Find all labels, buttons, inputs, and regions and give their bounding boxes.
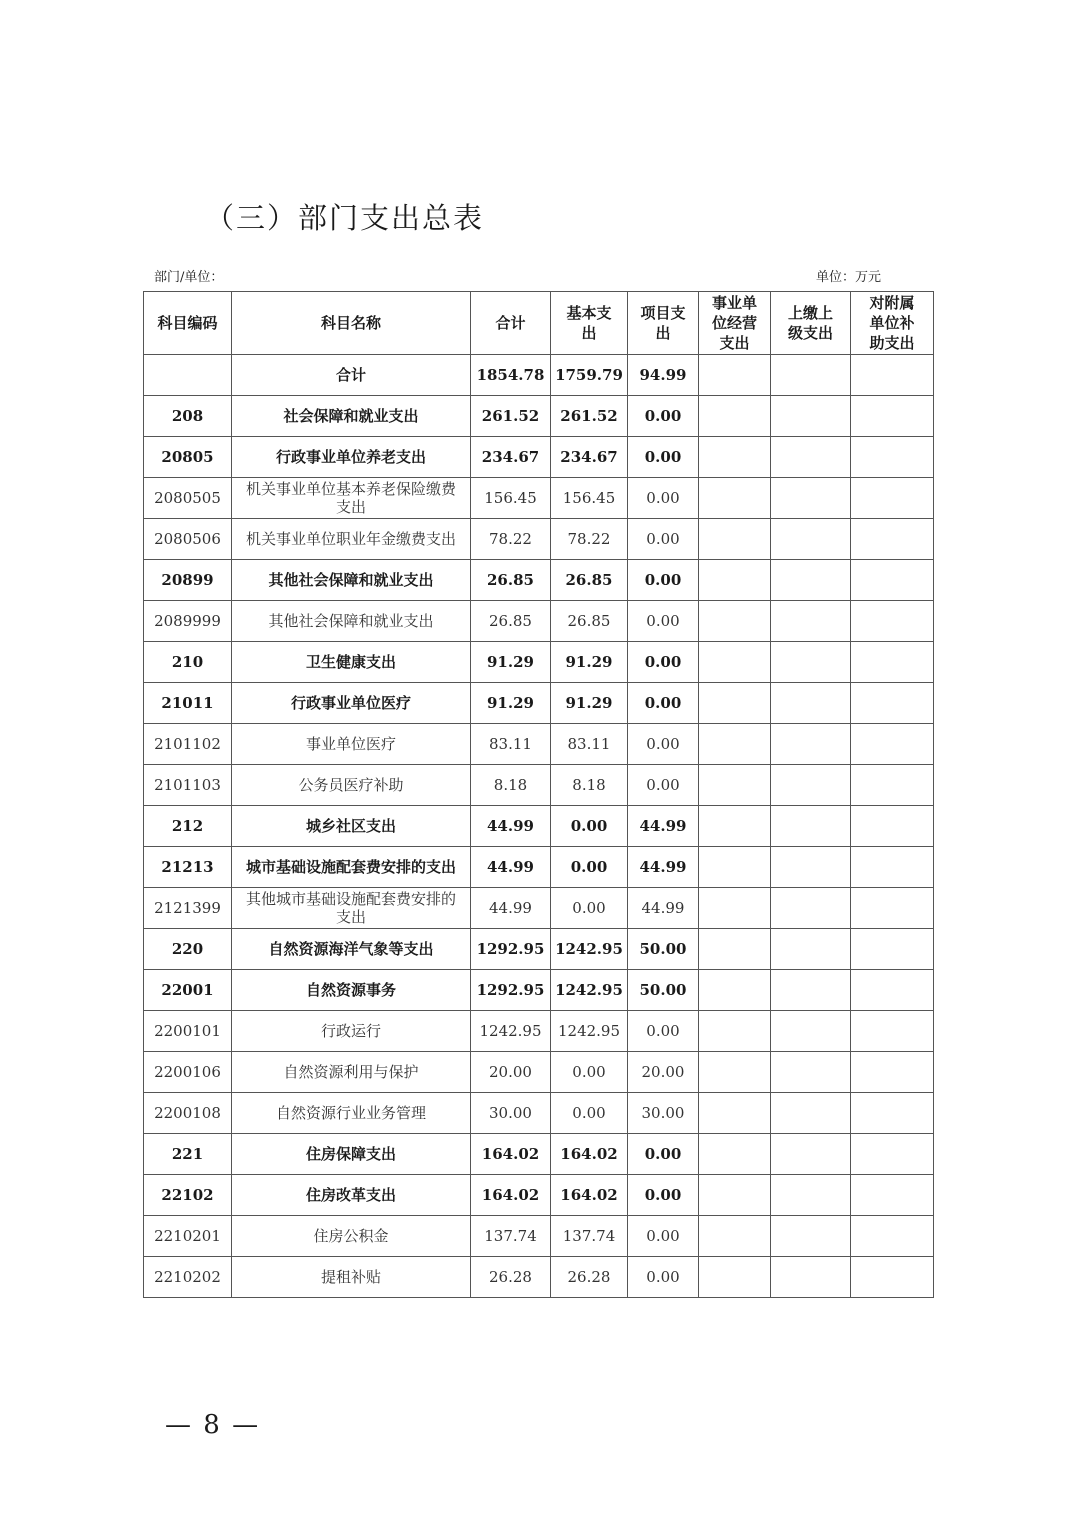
cell-basic: 156.45 [551,478,628,519]
cell-remit [771,396,851,437]
cell-basic: 26.85 [551,601,628,642]
cell-basic: 1242.95 [551,970,628,1011]
cell-project: 20.00 [628,1052,699,1093]
cell-code: 2101102 [144,724,232,765]
cell-basic: 26.85 [551,560,628,601]
cell-subsidy [851,1093,934,1134]
table-row [144,642,934,683]
cell-name: 其他社会保障和就业支出 [232,601,471,642]
cell-business [699,929,771,970]
cell-name: 行政事业单位养老支出 [232,437,471,478]
cell-name: 其他社会保障和就业支出 [232,560,471,601]
cell-subsidy [851,1175,934,1216]
cell-subsidy [851,1257,934,1298]
cell-business [699,519,771,560]
cell-total: 137.74 [471,1216,551,1257]
table-row [144,1216,934,1257]
cell-remit [771,1134,851,1175]
cell-code: 2089999 [144,601,232,642]
cell-business [699,1257,771,1298]
cell-code: 2121399 [144,888,232,929]
cell-remit [771,765,851,806]
cell-subsidy [851,724,934,765]
cell-project: 0.00 [628,1134,699,1175]
table-row [144,1093,934,1134]
cell-basic: 26.28 [551,1257,628,1298]
cell-code: 21011 [144,683,232,724]
cell-total: 20.00 [471,1052,551,1093]
cell-basic: 0.00 [551,888,628,929]
page-title: （三）部门支出总表 [205,201,485,235]
cell-basic: 164.02 [551,1134,628,1175]
cell-remit [771,929,851,970]
cell-total: 156.45 [471,478,551,519]
cell-name: 事业单位医疗 [232,724,471,765]
cell-business [699,1134,771,1175]
department-label: 部门/单位： [154,270,224,285]
cell-total: 1854.78 [471,355,551,396]
cell-business [699,601,771,642]
table-row [144,806,934,847]
cell-total: 91.29 [471,683,551,724]
cell-total: 1292.95 [471,929,551,970]
cell-code: 2101103 [144,765,232,806]
cell-name: 社会保障和就业支出 [232,396,471,437]
cell-remit [771,1257,851,1298]
cell-project: 0.00 [628,765,699,806]
cell-basic: 91.29 [551,642,628,683]
cell-subsidy [851,355,934,396]
table-row [144,519,934,560]
cell-subsidy [851,1011,934,1052]
cell-business [699,642,771,683]
cell-business [699,1011,771,1052]
cell-project: 44.99 [628,847,699,888]
cell-remit [771,724,851,765]
cell-total: 8.18 [471,765,551,806]
cell-remit [771,847,851,888]
cell-basic: 1242.95 [551,929,628,970]
cell-total: 26.85 [471,601,551,642]
cell-total: 1292.95 [471,970,551,1011]
cell-total: 83.11 [471,724,551,765]
cell-code: 20805 [144,437,232,478]
cell-code: 2200108 [144,1093,232,1134]
cell-business [699,437,771,478]
cell-basic: 83.11 [551,724,628,765]
cell-basic: 91.29 [551,683,628,724]
cell-subsidy [851,560,934,601]
header-business: 事业单位经营支出 [699,292,771,355]
cell-name: 其他城市基础设施配套费安排的支出 [232,888,471,929]
cell-remit [771,683,851,724]
cell-total: 1242.95 [471,1011,551,1052]
table-row [144,560,934,601]
cell-name: 提租补贴 [232,1257,471,1298]
cell-project: 44.99 [628,806,699,847]
header-subsidy: 对附属单位补助支出 [851,292,934,355]
cell-name: 合计 [232,355,471,396]
cell-total: 44.99 [471,847,551,888]
cell-project: 0.00 [628,601,699,642]
cell-total: 44.99 [471,806,551,847]
cell-business [699,1052,771,1093]
cell-project: 30.00 [628,1093,699,1134]
cell-remit [771,1216,851,1257]
cell-name: 城市基础设施配套费安排的支出 [232,847,471,888]
cell-total: 78.22 [471,519,551,560]
cell-business [699,1216,771,1257]
cell-name: 行政事业单位医疗 [232,683,471,724]
cell-project: 0.00 [628,1175,699,1216]
cell-project: 50.00 [628,970,699,1011]
table-row [144,1257,934,1298]
cell-project: 0.00 [628,519,699,560]
cell-project: 0.00 [628,478,699,519]
cell-remit [771,1175,851,1216]
cell-total: 91.29 [471,642,551,683]
table-row [144,765,934,806]
header-total: 合计 [471,292,551,355]
cell-total: 30.00 [471,1093,551,1134]
header-basic: 基本支出 [551,292,628,355]
cell-basic: 137.74 [551,1216,628,1257]
cell-remit [771,601,851,642]
cell-code: 2200106 [144,1052,232,1093]
cell-business [699,683,771,724]
cell-code: 22102 [144,1175,232,1216]
cell-basic: 261.52 [551,396,628,437]
cell-project: 0.00 [628,683,699,724]
cell-remit [771,519,851,560]
cell-code: 2210201 [144,1216,232,1257]
cell-name: 住房公积金 [232,1216,471,1257]
cell-subsidy [851,847,934,888]
cell-subsidy [851,806,934,847]
table-row [144,355,934,396]
table-row [144,970,934,1011]
cell-code: 212 [144,806,232,847]
cell-subsidy [851,437,934,478]
expenditure-table [143,291,934,1298]
cell-business [699,478,771,519]
cell-subsidy [851,683,934,724]
cell-basic: 0.00 [551,847,628,888]
cell-subsidy [851,888,934,929]
table-row [144,396,934,437]
cell-name: 自然资源海洋气象等支出 [232,929,471,970]
cell-basic: 1759.79 [551,355,628,396]
cell-name: 机关事业单位基本养老保险缴费支出 [232,478,471,519]
cell-name: 自然资源事务 [232,970,471,1011]
table-row [144,683,934,724]
table-row [144,478,934,519]
cell-remit [771,437,851,478]
cell-basic: 234.67 [551,437,628,478]
cell-name: 行政运行 [232,1011,471,1052]
cell-remit [771,1052,851,1093]
cell-subsidy [851,929,934,970]
cell-business [699,724,771,765]
cell-total: 26.28 [471,1257,551,1298]
cell-project: 44.99 [628,888,699,929]
cell-project: 0.00 [628,724,699,765]
cell-remit [771,560,851,601]
cell-remit [771,888,851,929]
cell-code: 22001 [144,970,232,1011]
cell-remit [771,478,851,519]
cell-code [144,355,232,396]
header-name: 科目名称 [232,292,471,355]
cell-project: 0.00 [628,1011,699,1052]
cell-project: 0.00 [628,1216,699,1257]
cell-subsidy [851,519,934,560]
cell-business [699,396,771,437]
cell-name: 城乡社区支出 [232,806,471,847]
cell-subsidy [851,970,934,1011]
cell-business [699,560,771,601]
cell-name: 自然资源利用与保护 [232,1052,471,1093]
cell-project: 94.99 [628,355,699,396]
header-remit: 上缴上级支出 [771,292,851,355]
table-row [144,888,934,929]
cell-basic: 1242.95 [551,1011,628,1052]
header-project: 项目支出 [628,292,699,355]
cell-code: 21213 [144,847,232,888]
cell-name: 机关事业单位职业年金缴费支出 [232,519,471,560]
cell-basic: 78.22 [551,519,628,560]
cell-business [699,1175,771,1216]
cell-business [699,765,771,806]
cell-name: 住房改革支出 [232,1175,471,1216]
cell-project: 0.00 [628,437,699,478]
cell-code: 2200101 [144,1011,232,1052]
cell-total: 26.85 [471,560,551,601]
cell-subsidy [851,396,934,437]
table-row [144,1134,934,1175]
cell-remit [771,642,851,683]
table-row [144,929,934,970]
cell-project: 0.00 [628,1257,699,1298]
cell-project: 0.00 [628,642,699,683]
cell-name: 公务员医疗补助 [232,765,471,806]
table-row [144,601,934,642]
cell-project: 0.00 [628,396,699,437]
cell-remit [771,806,851,847]
cell-business [699,847,771,888]
cell-business [699,970,771,1011]
cell-project: 50.00 [628,929,699,970]
cell-code: 221 [144,1134,232,1175]
cell-code: 20899 [144,560,232,601]
cell-subsidy [851,1216,934,1257]
cell-code: 208 [144,396,232,437]
cell-subsidy [851,478,934,519]
cell-name: 卫生健康支出 [232,642,471,683]
cell-subsidy [851,1134,934,1175]
cell-business [699,355,771,396]
cell-total: 164.02 [471,1175,551,1216]
cell-basic: 164.02 [551,1175,628,1216]
cell-subsidy [851,1052,934,1093]
table-row [144,437,934,478]
table-row [144,1175,934,1216]
cell-basic: 8.18 [551,765,628,806]
cell-basic: 0.00 [551,1052,628,1093]
cell-business [699,1093,771,1134]
cell-code: 2210202 [144,1257,232,1298]
table-row [144,847,934,888]
cell-code: 210 [144,642,232,683]
cell-basic: 0.00 [551,1093,628,1134]
page-number: — 8 — [165,1410,261,1440]
cell-remit [771,1093,851,1134]
cell-code: 2080505 [144,478,232,519]
cell-subsidy [851,601,934,642]
cell-total: 44.99 [471,888,551,929]
cell-code: 2080506 [144,519,232,560]
cell-code: 220 [144,929,232,970]
table-header-row [144,292,934,355]
cell-subsidy [851,642,934,683]
cell-business [699,888,771,929]
cell-business [699,806,771,847]
cell-project: 0.00 [628,560,699,601]
table-row [144,1052,934,1093]
cell-total: 261.52 [471,396,551,437]
header-code: 科目编码 [144,292,232,355]
cell-remit [771,1011,851,1052]
cell-subsidy [851,765,934,806]
table-row [144,724,934,765]
table-row [144,1011,934,1052]
cell-remit [771,355,851,396]
cell-total: 234.67 [471,437,551,478]
unit-label: 单位：万元 [816,270,882,285]
cell-name: 自然资源行业业务管理 [232,1093,471,1134]
cell-name: 住房保障支出 [232,1134,471,1175]
cell-remit [771,970,851,1011]
cell-total: 164.02 [471,1134,551,1175]
cell-basic: 0.00 [551,806,628,847]
